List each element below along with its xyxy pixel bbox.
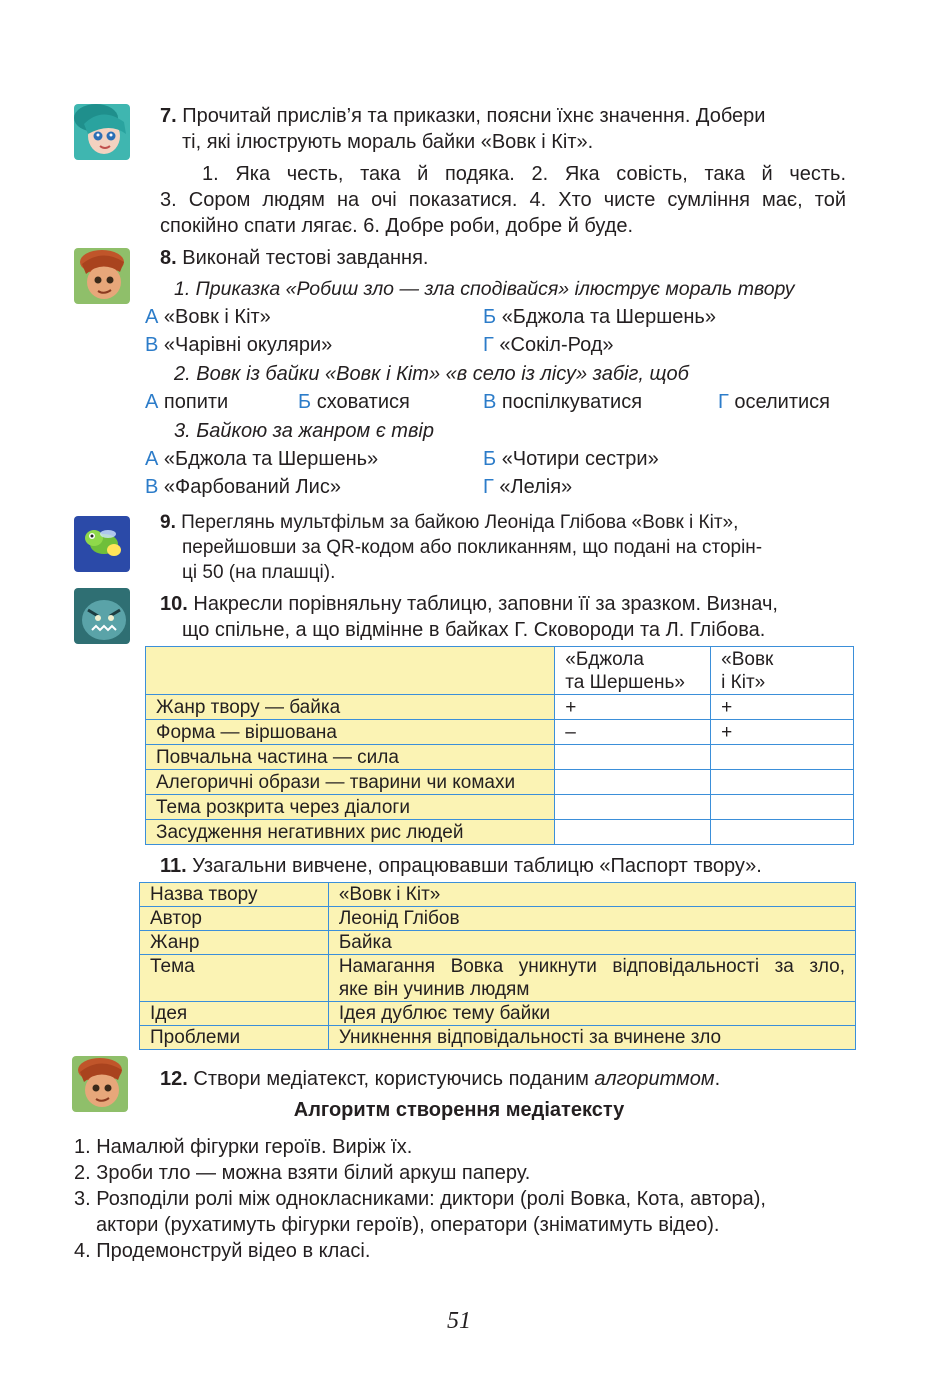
table-cell[interactable] (711, 745, 854, 770)
table-row: Жанр Байка (140, 931, 856, 955)
table-header-empty (146, 647, 555, 695)
task-number: 8. (160, 247, 177, 269)
table-row: Ідея Ідея дублює тему байки (140, 1002, 856, 1026)
option-q2-a[interactable]: А попити (145, 391, 229, 413)
task8-text: Виконай тестові завдання. (182, 247, 429, 269)
task10-line1: Накресли порівняльну таблицю, заповни її за зразком. Визнач, (193, 593, 778, 615)
task11-text: Узагальни вивчене, опрацювавши таблицю «Паспорт твору». (192, 855, 762, 877)
fairy-girl-icon (74, 104, 130, 160)
table-cell[interactable] (711, 770, 854, 795)
option-q3-c[interactable]: В «Фарбований Лис» (145, 476, 341, 498)
table-row: Алегоричні образи — тварини чи комахи (146, 770, 854, 795)
task12-italic: алгоритмом (594, 1068, 715, 1090)
boy-character-icon (74, 248, 130, 304)
task-number: 10. (160, 593, 188, 615)
option-q2-d[interactable]: Г оселитися (718, 391, 830, 413)
table-header-col1: «Бджола та Шершень» (555, 647, 711, 695)
table-header-row (146, 647, 854, 695)
task7-text-line1: Прочитай прислів’я та приказки, поясни їхнє значення. Добери (182, 105, 766, 127)
option-q2-c[interactable]: В поспілкуватися (483, 391, 643, 413)
table-cell[interactable]: + (711, 695, 854, 720)
table-cell[interactable] (555, 745, 711, 770)
option-q1-b[interactable]: Б «Бджола та Шершень» (483, 306, 716, 328)
algorithm-step-3-cont: актори (рухатимуть фігурки героїв), оператори (зніматимуть відео). (96, 1214, 720, 1236)
monster-icon (74, 588, 130, 644)
task7-instruction (160, 103, 846, 129)
algorithm-step-1: 1. Намалюй фігурки героїв. Виріж їх. (74, 1136, 413, 1158)
task9-line1: Переглянь мультфільм за байкою Леоніда Глібова «Вовк і Кіт», (181, 512, 739, 533)
task10-instruction (160, 591, 778, 617)
table-row: Автор Леонід Глібов (140, 907, 856, 931)
table-row: Жанр твору — байка + + (146, 695, 854, 720)
page-number: 51 (447, 1308, 471, 1334)
task10-line2: що спільне, а що відмінне в байках Г. Сковороди та Л. Глібова. (182, 619, 766, 641)
task11-instruction (160, 853, 762, 879)
question-1: 1. Приказка «Робиш зло — зла сподівайся» ілюструє мораль твору (174, 278, 795, 300)
firefly-icon (74, 516, 130, 572)
task-number: 9. (160, 512, 176, 533)
question-3: 3. Байкою за жанром є твір (174, 420, 434, 442)
option-q1-a[interactable]: А «Вовк і Кіт» (145, 306, 271, 328)
task9-instruction (160, 510, 738, 535)
task-number: 12. (160, 1068, 188, 1090)
table-row: Тема Намагання Вовка уникнути відповідальності за зло, яке він учинив людям (140, 955, 856, 1002)
task9-line2: перейшовши за QR-кодом або покликанням, що подані на сторін- (182, 537, 763, 558)
algorithm-step-3: 3. Розподіли ролі між однокласниками: диктори (ролі Вовка, Кота, автора), (74, 1188, 766, 1210)
task12-text: Створи медіатекст, користуючись поданим (193, 1068, 589, 1090)
option-q3-a[interactable]: А «Бджола та Шершень» (145, 448, 379, 470)
table-row: Проблеми Уникнення відповідальності за вчинене зло (140, 1026, 856, 1050)
task-number: 7. (160, 105, 177, 127)
question-2: 2. Вовк із байки «Вовк і Кіт» «в село із лісу» забіг, щоб (174, 363, 689, 385)
option-q1-d[interactable]: Г «Сокіл-Род» (483, 334, 614, 356)
work-passport-table (139, 882, 856, 1050)
algorithm-step-2: 2. Зроби тло — можна взяти білий аркуш паперу. (74, 1162, 531, 1184)
task12-instruction: 12. Створи медіатекст, користуючись поданим алгоритмом. (160, 1068, 721, 1090)
table-cell[interactable]: + (555, 695, 711, 720)
proverbs-line3: спокійно спати лягає. 6. Добре роби, добре й буде. (160, 215, 634, 237)
option-q3-d[interactable]: Г «Лелія» (483, 476, 573, 498)
table-row: Тема розкрита через діалоги (146, 795, 854, 820)
table-header-col2: «Вовк і Кіт» (711, 647, 854, 695)
algorithm-heading: Алгоритм створення медіатексту (293, 1099, 625, 1121)
table-row: Форма — віршована – + (146, 720, 854, 745)
proverbs-line1: 1. Яка честь, така й подяка. 2. Яка совість, така й честь. (202, 163, 846, 185)
table-cell[interactable]: + (711, 720, 854, 745)
option-q2-b[interactable]: Б сховатися (298, 391, 410, 413)
algorithm-step-4: 4. Продемонструй відео в класі. (74, 1240, 371, 1262)
table-cell[interactable]: – (555, 720, 711, 745)
table-cell[interactable] (555, 820, 711, 845)
task7-text-line2: ті, які ілюструють мораль байки «Вовк і Кіт». (182, 131, 594, 153)
table-cell[interactable] (555, 770, 711, 795)
table-row: Засудження негативних рис людей (146, 820, 854, 845)
table-row: Назва твору «Вовк і Кіт» (140, 883, 856, 907)
task9-line3: ці 50 (на плашці). (182, 562, 336, 583)
table-row: Повчальна частина — сила (146, 745, 854, 770)
comparison-table (145, 646, 854, 845)
option-q1-c[interactable]: В «Чарівні окуляри» (145, 334, 333, 356)
task8-instruction (160, 245, 428, 271)
task-number: 11. (160, 855, 187, 877)
table-cell[interactable] (711, 820, 854, 845)
table-cell[interactable] (711, 795, 854, 820)
option-q3-b[interactable]: Б «Чотири сестри» (483, 448, 659, 470)
proverbs-line2: 3. Сором людям на очі показатися. 4. Хто чисте сумління має, той (160, 189, 846, 211)
table-cell[interactable] (555, 795, 711, 820)
